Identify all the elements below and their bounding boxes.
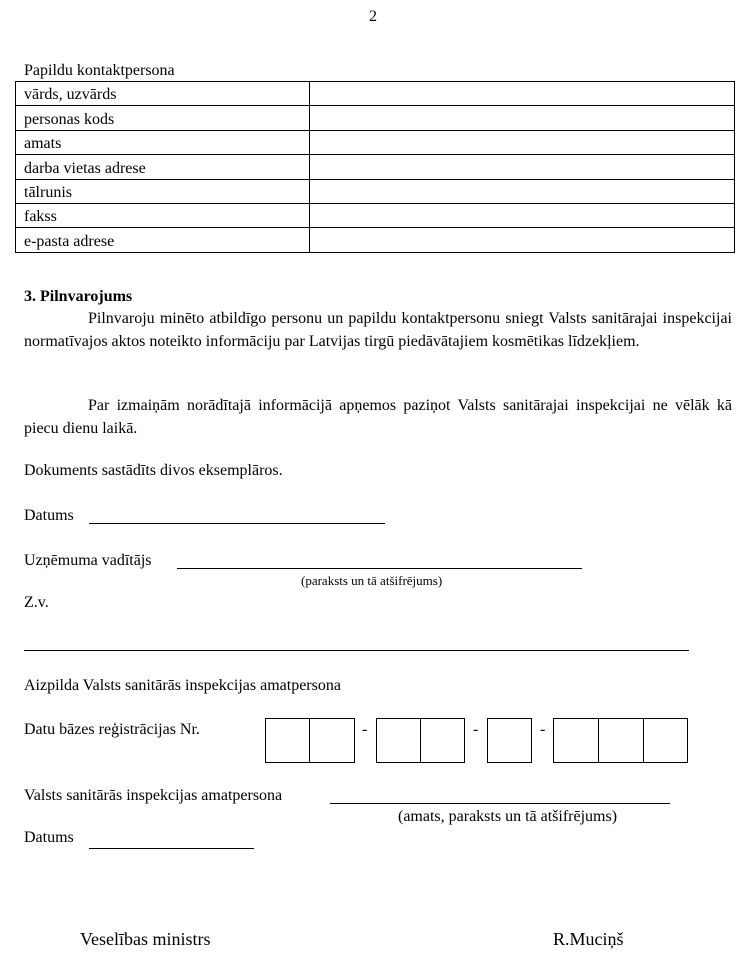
head-hint: (paraksts un tā atšifrējums) [301, 573, 443, 588]
table-row [16, 228, 735, 252]
reg-label: Datu bāzes reģistrācijas Nr. [24, 721, 200, 738]
row-label: tālrunis [16, 179, 310, 203]
reg-box-group-1[interactable] [265, 718, 355, 763]
contact-table [15, 81, 735, 253]
row-label: darba vietas adrese [16, 155, 310, 179]
row-label: e-pasta adrese [16, 228, 310, 252]
table-row [16, 130, 735, 154]
official-label: Valsts sanitārās inspekcijas amatpersona [24, 787, 283, 804]
inspection-date-label: Datums [24, 829, 74, 846]
box-divider [420, 718, 421, 763]
box-divider [643, 718, 644, 763]
reg-box-group-3[interactable] [487, 718, 532, 763]
contact-caption: Papildu kontaktpersona [24, 62, 175, 79]
box-divider [598, 718, 599, 763]
minister-title: Veselības ministrs [80, 929, 211, 949]
inspection-heading: Aizpilda Valsts sanitārās inspekcijas amatpersona [24, 677, 341, 694]
row-value-field[interactable] [310, 179, 735, 203]
page-number: 2 [369, 8, 377, 25]
head-label: Uzņēmuma vadītājs [24, 552, 152, 569]
head-signature-line[interactable] [177, 568, 582, 569]
row-label: fakss [16, 203, 310, 227]
row-value-field[interactable] [310, 203, 735, 227]
reg-separator: - [540, 721, 546, 738]
inspection-date-line[interactable] [89, 848, 254, 849]
row-value-field[interactable] [310, 82, 735, 106]
section-heading: 3. Pilnvarojums [24, 288, 133, 305]
date-label: Datums [24, 507, 74, 524]
authorization-paragraph [24, 307, 732, 353]
table-row [16, 106, 735, 130]
divider [24, 650, 689, 651]
official-hint: (amats, paraksts un tā atšifrējums) [398, 808, 618, 825]
date-line[interactable] [89, 523, 385, 524]
row-label: amats [16, 130, 310, 154]
changes-paragraph [24, 394, 732, 440]
row-value-field[interactable] [310, 106, 735, 130]
table-row [16, 203, 735, 227]
reg-box-group-4[interactable] [553, 718, 688, 763]
official-signature-line[interactable] [330, 803, 670, 804]
row-label: vārds, uzvārds [16, 82, 310, 106]
row-label: personas kods [16, 106, 310, 130]
table-row [16, 82, 735, 106]
box-divider [309, 718, 310, 763]
minister-name: R.Muciņš [553, 929, 624, 949]
table-row [16, 179, 735, 203]
seal-label: Z.v. [24, 594, 49, 611]
changes-text: Par izmaiņām norādītajā informācijā apņemos paziņot Valsts sanitārajai inspekcijai ne vēlāk kā piecu dienu laikā. [24, 397, 732, 437]
reg-separator: - [473, 721, 479, 738]
authorization-text: Pilnvaroju minēto atbildīgo personu un papildu kontaktpersonu sniegt Valsts sanitārajai inspekcijai normatīvajos aktos noteikto informāciju par Latvijas tirgū piedāvātajiem kosmētikas līdzekļiem. [24, 310, 732, 350]
row-value-field[interactable] [310, 155, 735, 179]
table-row [16, 155, 735, 179]
row-value-field[interactable] [310, 228, 735, 252]
row-value-field[interactable] [310, 130, 735, 154]
reg-separator: - [362, 721, 368, 738]
copies-note: Dokuments sastādīts divos eksemplāros. [24, 462, 283, 479]
